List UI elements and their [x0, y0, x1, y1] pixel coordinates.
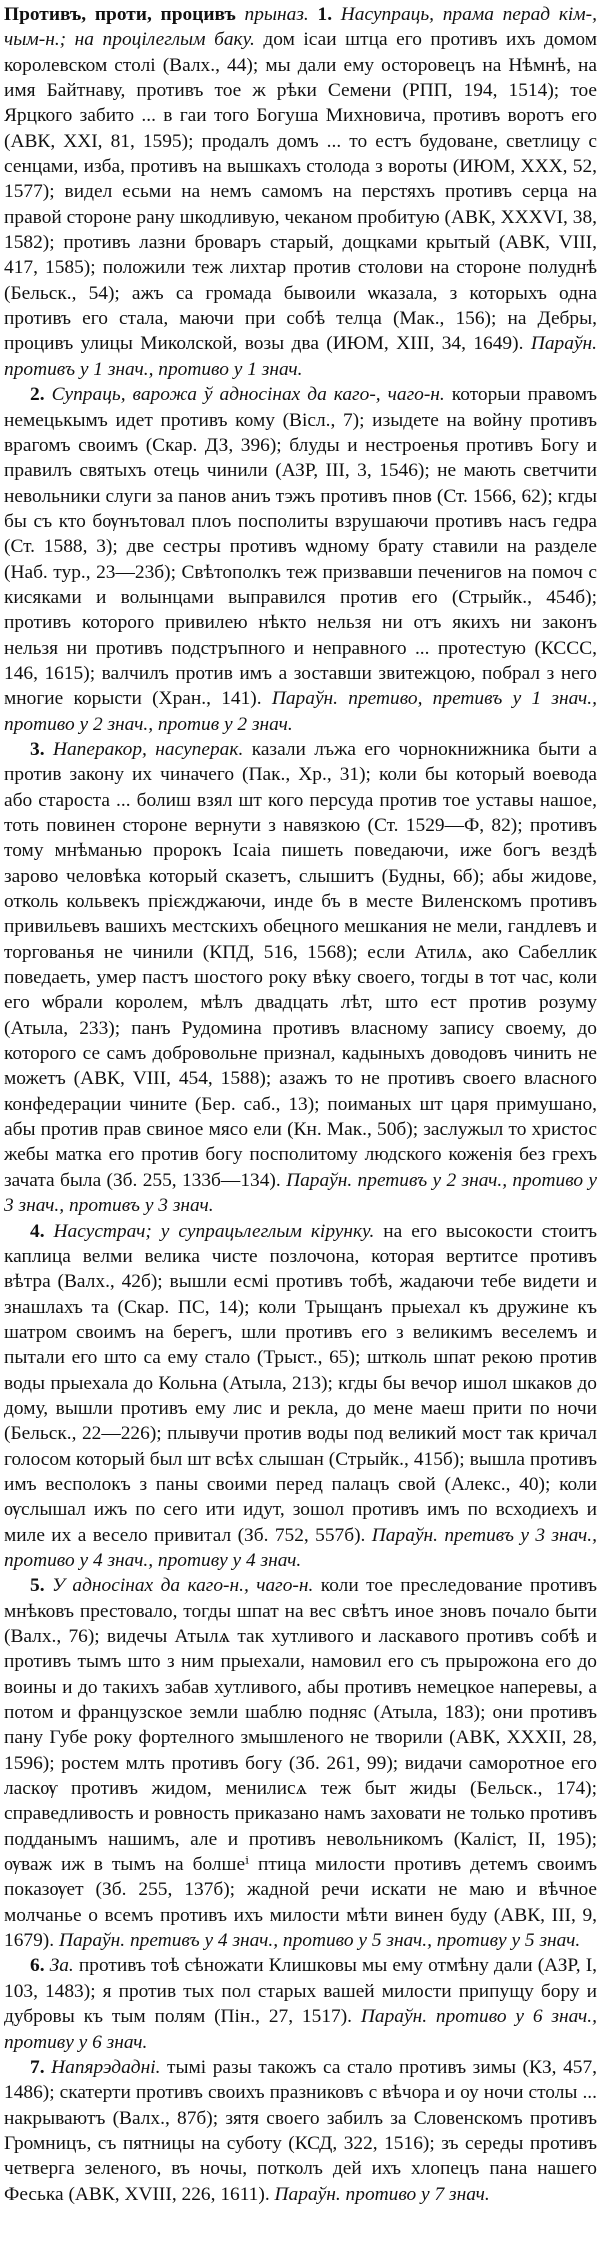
sense-crossref: Параўн. претиво, претивъ у 1 знач., противо у 2 знач., против у 2 знач.	[4, 688, 597, 735]
sense-crossref: Параўн. противо у 7 знач.	[274, 2183, 490, 2205]
sense-number: 2.	[30, 384, 45, 406]
sense-number: 7.	[30, 2056, 45, 2078]
sense-gloss: За.	[49, 1955, 74, 1977]
entry-pos: прыназ.	[244, 4, 309, 25]
sense-crossref: Параўн. противо у 6 знач., противу у 6 знач.	[4, 2006, 597, 2053]
entry-sense-7	[4, 2055, 597, 2207]
entry-sense-3	[4, 737, 597, 1219]
sense-citations: дом ісаи штца его противъ ихъ домом королевском столі (Валх., 44); мы дали ему осторовецъ на Нѣмнѣ, на имя Байтнаву, противъ тое ж рѣки Семени (РПП, 194, 1514); тое Ярцкого забито ... в гаи того Богуша Михновича, противъ воротъ его (АВК, XXI, 81, 1595); продалъ домъ ... то естъ будоване, светлицу с сенцами, изба, противъ на вышкахъ столода з вороты (ИЮМ, XXX, 52, 1577); видел есьми на немъ самомъ на перстяхъ противъ серца на правой стороне рану шкодливую, чеканом пробитую (АВК, XXXVI, 38, 1582); противъ лазни броваръ старый, дощками крытый (АВК, VIII, 417, 1585); положили теж лихтар против столови на стороне полуднѣ (Бельск., 54); ажъ са громада бывоили ѡказала, з которыхъ одна противъ его стала, маючи при собѣ телца (Мак., 156); на Дебры, процивъ улицы Миколской, возы два (ИЮМ, XIII, 34, 1649).	[4, 29, 598, 355]
entry-sense-2	[4, 382, 597, 737]
sense-gloss: Супраць, варожа ў адносінах да каго-, чаго-н.	[51, 384, 445, 406]
sense-number: 5.	[30, 1575, 45, 1597]
sense-number: 6.	[30, 1955, 45, 1977]
sense-citations: на его высокости стоитъ каплица велми велика чисте позлочона, которая вертитсе противъ вѣтра (Валх., 42б); вышли есмі противъ тобѣ, жадаючи тебе видети и знашлахъ та (Скар. ПС, 14); коли Трыщанъ прыехал къ дружине къ шатром своимъ на берегъ, шли противъ его з великимъ веселемъ и пытали его што са ему стало (Трыст., 65); штколь шпат рекою против воды прыехала до Кольна (Атыла, 213); кгды бы вечор ишол шкаков до дому, вышли противъ ему лис и рекла, до мене маеш прити по ночи (Бельск., 22—226); плывучи против воды под великий мост так кричал голосом который был шт вcѣх слышан (Стрыйк., 415б); вышла противъ имъ весполокъ з паны своими перед палацъ свой (Алекс., 40); коли ѹслышал ижъ по сего ити идут, зошол противъ имъ по всходиехъ и миле их а весело привитал (Зб. 752, 557б).	[4, 1220, 597, 1546]
sense-citations: противъ тоѣ сѣножати Клишковы мы ему отмѣну дали (АЗР, I, 103, 1483); я против тых пол старых вашей милости припущу бору и дубровы къ тым полям (Пін., 27, 1517).	[4, 1955, 597, 2028]
entry-sense-4	[4, 1219, 597, 1574]
sense-number: 1.	[317, 4, 333, 25]
sense-crossref: Параўн. претивъ у 2 знач., противо у 3 знач., противъ у 3 знач.	[4, 1169, 597, 1217]
sense-gloss: Насупраць, прама перад кім-, чым-н.; на процілеглым баку.	[4, 4, 597, 51]
sense-gloss: У адносінах да каго-н., чаго-н.	[51, 1575, 314, 1597]
entry-sense-6	[4, 1953, 597, 2054]
sense-crossref: Параўн. претивъ у 4 знач., противо у 5 знач., противу у 5 знач.	[58, 1930, 581, 1952]
sense-gloss: Напярэдадні.	[51, 2056, 161, 2078]
sense-citations: тымі разы такожъ са стало противъ зимы (КЗ, 457, 1486); скатерти противъ своихъ празниковъ с вѣчора и оу ночи столы ... накрываютъ (Валх., 87б); зятя своего забилъ за Словенскомъ противъ Громницъ, съ пятницы на суботу (КСД, 322, 1516); зъ середы противъ четверга зеленого, въ ночы, потколъ дей ихъ хлопецъ пана нашего Феська (АВК, XVIII, 226, 1611).	[4, 2056, 598, 2205]
sense-crossref: Параўн. противъ у 1 знач., противо у 1 знач.	[4, 333, 597, 380]
sense-citations: коли тое преследование противъ мнѣковъ престовало, тогды шпат на вес свѣтъ иное зновъ почало быти (Валх., 76); видечы Атылѧ так хутливого и ласкавого противъ собѣ и противъ тымъ што з ним прыехали, намовил его съ прырожона его до воины и до такихъ забав хутливого, абы противъ немецкое наперевы, а потом и французское земли шаблю подняс (Атыла, 183); они противъ пану Губе року фортелного змышленого не творили (АВК, XXXII, 28, 1596); ростем млть противъ богу (Зб. 261, 99); видачи саморотное его ласкѹ противъ жидом, менилисѧ теж быт жиды (Бельск., 174); справедливость и ровность приказано намъ заховати не только противъ подданымъ нашимъ, але и противъ невольникомъ (Каліст, II, 195); ѹваж иж в тымъ на болшеⁱ птица милости противъ детемъ своимъ показѹет (Зб. 255, 137б); жадной речи искати не маю и вѣчное молчанье о всемъ противъ ихъ милости мѣти винен буду (АВК, III, 9, 1679).	[4, 1575, 597, 1952]
entry-sense-5	[4, 1573, 597, 1953]
sense-number: 4.	[30, 1220, 45, 1242]
sense-number: 3.	[30, 738, 45, 760]
entry-sense-1	[4, 2, 597, 382]
entry-headword: Противъ, проти, процивъ	[4, 4, 236, 25]
sense-citations: которыи правомъ немецькымъ идет противъ кому (Вісл., 7); изыдете на войну противъ врагомъ своимъ (Скар. ДЗ, 396); блуды и нестроенья противъ Богу и правилъ святыхъ отець чинили (АЗР, III, 3, 1546); не мають светчити невольники слуги за панов аниъ тэжъ противъ пнов (Ст. 1566, 62); кгды бы съ кто бѹнътовал плоъ посполиты взрушаючи противъ насъ гедра (Ст. 1588, 3); две сестры противъ ѡдному брату ставили на разделе (Наб. тур., 23—23б); Свѣтополкъ теж призвавши печенигов на помоч с кисяками и волынцами выправился против его (Стрыйк., 454б); противъ которого привилею нѣкто нельзя ни отъ якихъ ни законъ нельзя ни противъ подстръпного и неправного ... протестую (КССС, 146, 1615); валчилъ против имъ а зоставши звитежцою, побрал з него многие корысти (Хран., 141).	[4, 384, 597, 710]
sense-gloss: Наперакор, насуперак.	[52, 738, 244, 760]
sense-citations: казали лъжа его чорнокнижника быти а против закону их чиначего (Пак., Хр., 31); коли бы который воевода або староста ... болиш взял шт кого персуда против тое уставы нашое, тоть повинен стороне вернути з навязкою (Ст. 1529—Ф, 82); противъ тому мнѣманью пророкъ Ісаіа пишеть поведаючи, иже богъ вездѣ зарово человѣка который сказетъ, слышитъ (Будны, 6б); абы жидове, отколь кольвекъ прієжджаючи, инде бъ в месте Виленскомъ противъ привильевъ вашихъ местскихъ обецного мешкания не мели, гандлевъ и торгованья не чинили (КПД, 516, 1568); если Атилѧ, ако Сабеллик поведаеть, умер пастъ шостого року вѣку своего, тогды в тот час, коли его ѡбрали королем, мѣлъ двадцать лѣт, што ест против розуму (Атыла, 233); панъ Рудомина противъ власному запису своему, до которого се самъ добровольне признал, кадыныхъ доводовъ чинить не можетъ (АВК, VIII, 454, 1588); азажъ то не противъ своего власного конфедерации чините (Бер. саб., 13); поиманых шт царя примушано, абы против прав свиное мясо ели (Кн. Мак., 50б); заслужыл то христос жебы матка его против богу посполитому людского коженія без грехъ зачата была (Зб. 255, 133б—134).	[4, 738, 597, 1191]
sense-gloss: Насустрач; у супрацьлеглым кірунку.	[53, 1220, 375, 1242]
sense-crossref: Параўн. претивъ у 3 знач., противо у 4 знач., противу у 4 знач.	[4, 1524, 597, 1571]
